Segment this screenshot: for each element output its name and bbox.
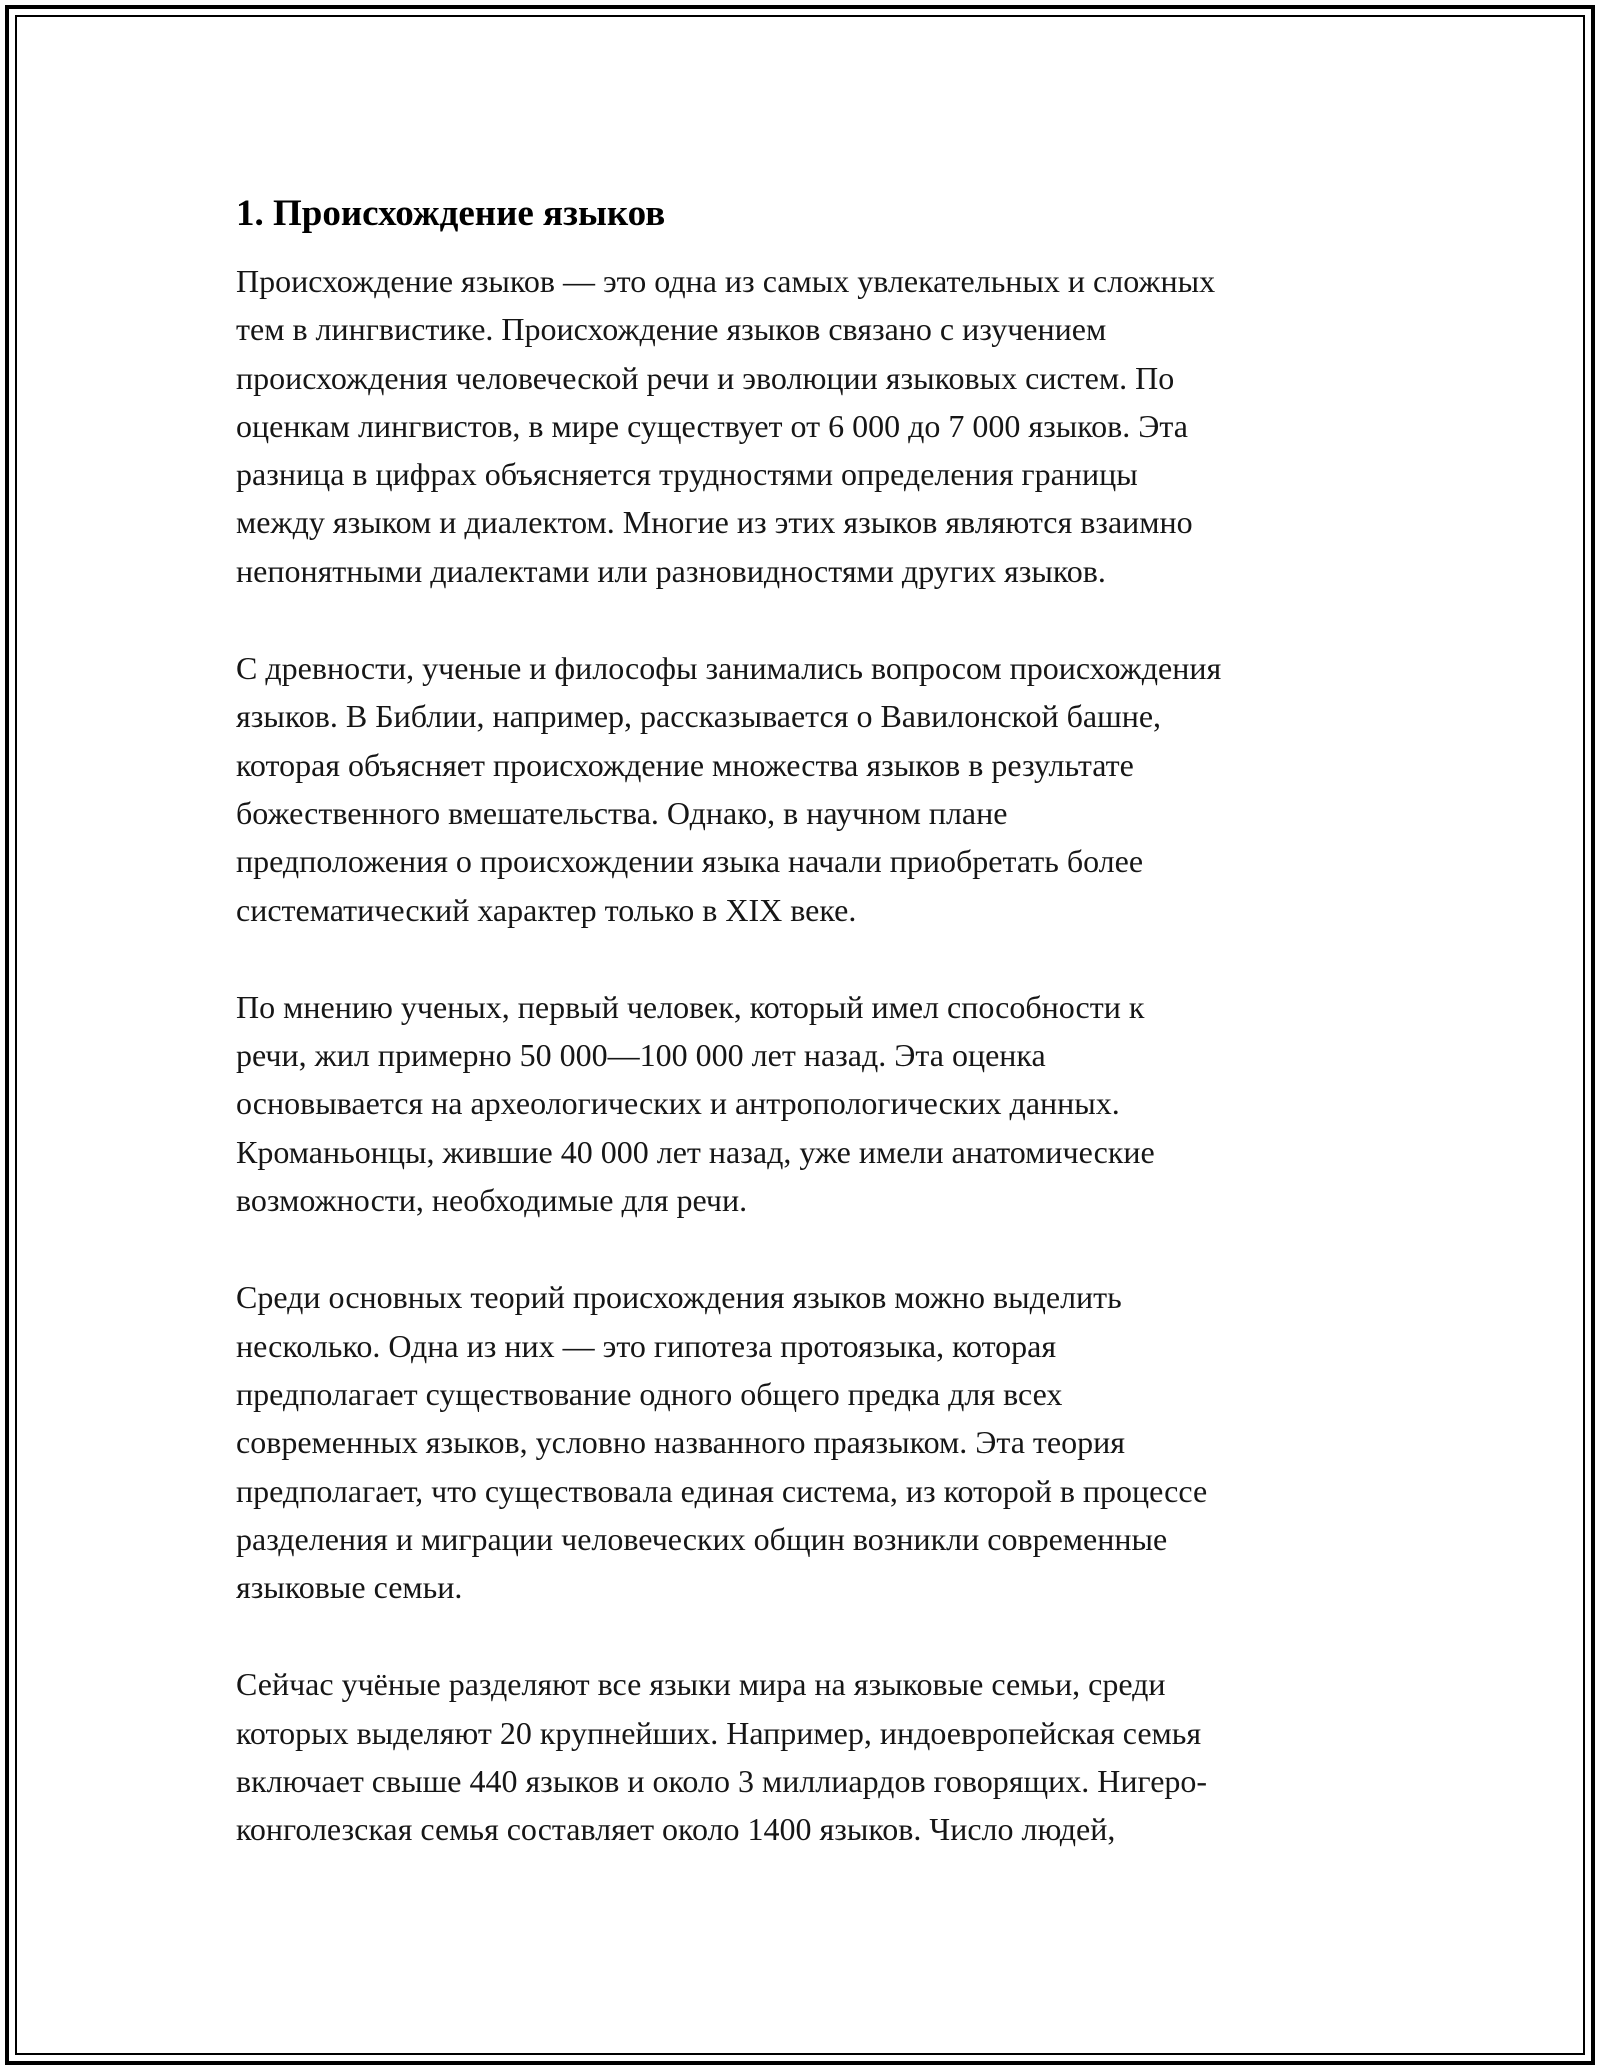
text-line: предположения о происхождении языка начали приобретать более <box>236 843 1144 880</box>
paragraph-history <box>236 644 1376 934</box>
paragraph-language-families <box>236 1660 1376 1853</box>
text-line: предполагает существование одного общего предка для всех <box>236 1375 1063 1412</box>
text-line: основывается на археологических и антропологических данных. <box>236 1085 1120 1122</box>
text-line: систематический характер только в XIX веке. <box>236 891 857 928</box>
text-line: речи, жил примерно 50 000—100 000 лет назад. Эта оценка <box>236 1037 1046 1074</box>
paragraph-intro <box>236 257 1376 595</box>
text-line: разница в цифрах объясняется трудностями определения границы <box>236 456 1138 493</box>
text-line: непонятными диалектами или разновидностями других языков. <box>236 552 1106 589</box>
text-line: между языком и диалектом. Многие из этих языков являются взаимно <box>236 504 1193 541</box>
text-line: включает свыше 440 языков и около 3 миллиардов говорящих. Нигеро- <box>236 1763 1208 1800</box>
page-content <box>236 188 1376 1903</box>
text-line: Происхождение языков — это одна из самых увлекательных и сложных <box>236 263 1216 299</box>
section-heading: 1. Происхождение языков <box>236 193 666 234</box>
text-line: предполагает, что существовала единая система, из которой в процессе <box>236 1472 1208 1509</box>
text-line: тем в лингвистике. Происхождение языков связано с изучением <box>236 311 1107 348</box>
text-line: возможности, необходимые для речи. <box>236 1182 748 1219</box>
text-line: которых выделяют 20 крупнейших. Например, индоевропейская семья <box>236 1714 1202 1751</box>
text-line: языковые семьи. <box>236 1569 463 1606</box>
text-line: С древности, ученые и философы занимались вопросом происхождения <box>236 650 1222 687</box>
text-line: несколько. Одна из них — это гипотеза протоязыка, которая <box>236 1327 1057 1364</box>
text-line: Сейчас учёные разделяют все языки мира на языковые семьи, среди <box>236 1666 1166 1703</box>
text-line: оценкам лингвистов, в мире существует от 6 000 до 7 000 языков. Эта <box>236 407 1188 444</box>
text-line: языков. В Библии, например, рассказывается о Вавилонской башне, <box>236 698 1162 735</box>
text-line: которая объясняет происхождение множества языков в результате <box>236 746 1134 783</box>
text-line: Среди основных теорий происхождения языков можно выделить <box>236 1279 1122 1316</box>
text-line: Кроманьонцы, жившие 40 000 лет назад, уже имели анатомические <box>236 1133 1155 1170</box>
text-line: конголезская семья составляет около 1400 языков. Число людей, <box>236 1811 1116 1848</box>
text-line: По мнению ученых, первый человек, который имел способности к <box>236 988 1145 1025</box>
paragraph-first-speech <box>236 983 1376 1224</box>
text-line: современных языков, условно названного праязыком. Эта теория <box>236 1424 1125 1461</box>
text-line: происхождения человеческой речи и эволюции языковых систем. По <box>236 359 1175 396</box>
paragraph-theories <box>236 1273 1376 1611</box>
text-line: божественного вмешательства. Однако, в научном плане <box>236 794 1008 831</box>
text-line: разделения и миграции человеческих общин возникли современные <box>236 1520 1168 1557</box>
